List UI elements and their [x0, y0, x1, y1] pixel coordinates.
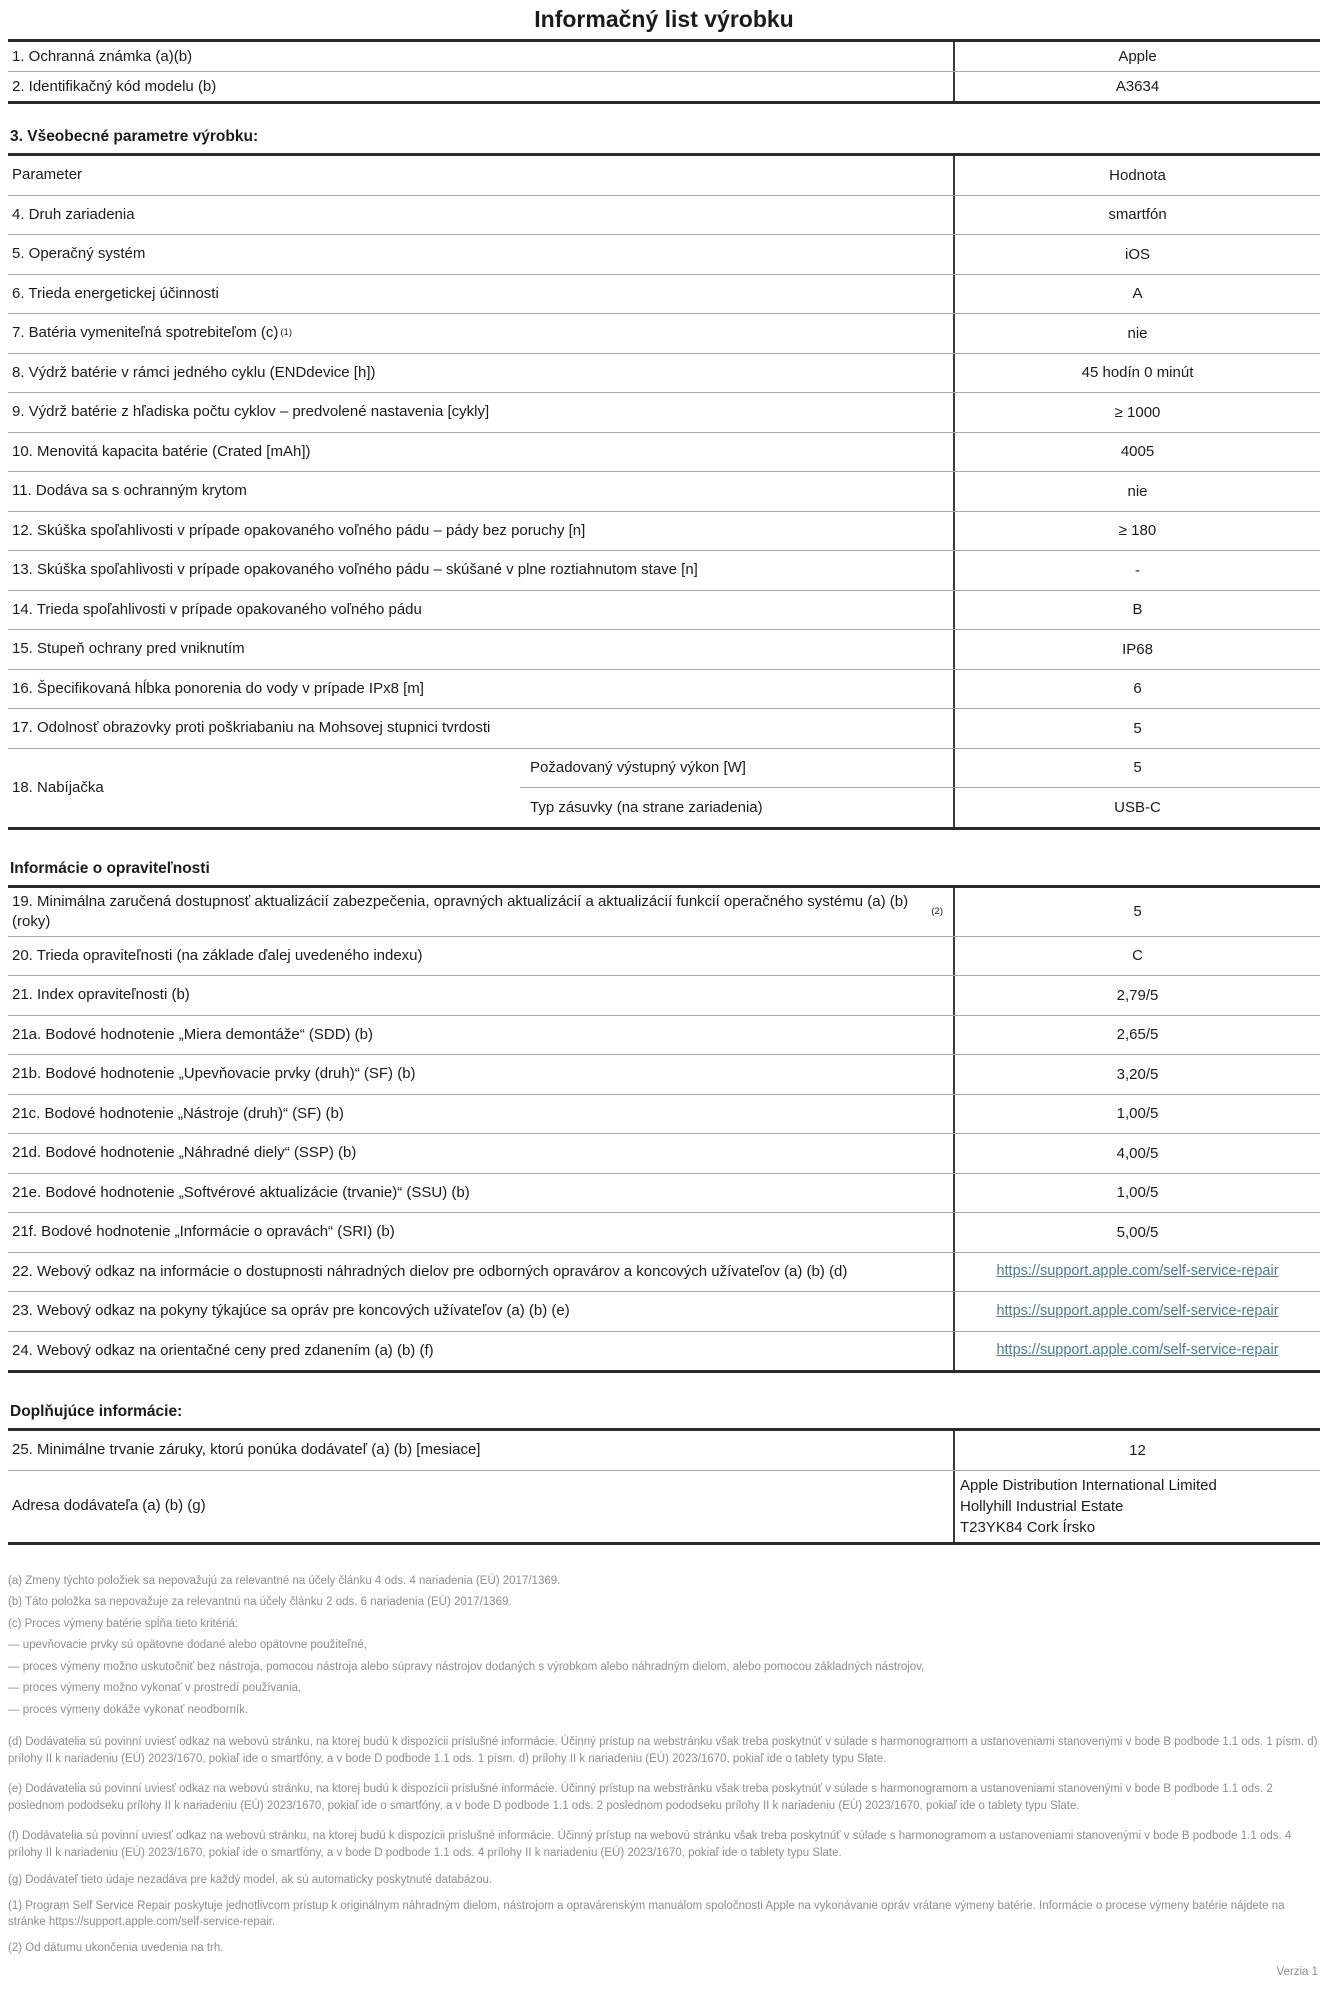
- row-value: 2,79/5: [953, 976, 1320, 1015]
- row-value: 45 hodín 0 minút: [953, 354, 1320, 393]
- table-row: [8, 888, 1320, 937]
- row-label: 21e. Bodové hodnotenie „Softvérové aktualizácie (trvanie)“ (SSU) (b): [12, 1183, 470, 1201]
- row-label-text: 7. Batéria vymeniteľná spotrebiteľom (c): [12, 324, 279, 342]
- row-label: [8, 314, 953, 353]
- footnote-e: (e) Dodávatelia sú povinní uviesť odkaz na webovú stránku, na ktorej budú k dispozícii príslušné informácie. Účinný prístup na webstránku však treba poskytnúť v súlade s harmonogramom a ustanoveniami stanovenými v bode B podbode 1.1 ods. 2 poslednom pododseku prílohy II k nariadeniu (EÚ) 2023/1670, pokiaľ ide o smartfóny, a v bode D podbode 1.1 ods. 2 poslednom pododseku prílohy II k nariadeniu (EÚ) 2023/1670, pokiaľ ide o tablety typu Slate.: [8, 1783, 1273, 1812]
- footnote-c: (c) Proces výmeny batérie spĺňa tieto kritériá:: [8, 1617, 239, 1630]
- row-value: ≥ 180: [953, 512, 1320, 551]
- supplier-address: [953, 1471, 1320, 1542]
- footnotes: [8, 1571, 1320, 1957]
- table-row: [8, 976, 1320, 1016]
- row-value: [953, 1253, 1320, 1292]
- footnote-c-item: — proces výmeny možno vykonať v prostredí používania,: [8, 1682, 302, 1694]
- row-label: 1. Ochranná známka (a)(b): [12, 47, 193, 65]
- table-row: [8, 1134, 1320, 1174]
- page-title: Informačný list výrobku: [534, 6, 794, 32]
- row-label: 21a. Bodové hodnotenie „Miera demontáže“ (SDD) (b): [12, 1025, 374, 1043]
- row-value: 1,00/5: [953, 1095, 1320, 1134]
- row-label: 23. Webový odkaz na pokyny týkajúce sa opráv pre koncových užívateľov (a) (b) (e): [12, 1302, 570, 1320]
- footnote-1: (1) Program Self Service Repair poskytuje jednotlivcom prístup k originálnym náhradným dielom, nástrojom a opravárenským manuálom spoločnosti Apple na vykonávanie opráv vrátane výmeny batérie. Informácie o procese výmeny batérie nájdete na stránke https://support.apple.com/self-service-repair.: [8, 1900, 1285, 1928]
- table-row-supplier-address: [8, 1471, 1320, 1542]
- additional-info-table: [8, 1428, 1320, 1545]
- row-label: 10. Menovitá kapacita batérie (Crated [mAh]): [12, 442, 311, 460]
- row-label: 21b. Bodové hodnotenie „Upevňovacie prvky (druh)“ (SF) (b): [12, 1065, 416, 1083]
- row-label: 5. Operačný systém: [12, 245, 146, 263]
- row-value: [953, 1292, 1320, 1331]
- table-row: [8, 433, 1320, 473]
- table-row: [8, 393, 1320, 433]
- table-row: [8, 42, 1320, 72]
- table-row: [8, 512, 1320, 552]
- row-label: 24. Webový odkaz na orientačné ceny pred zdanením (a) (b) (f): [12, 1341, 434, 1359]
- general-parameters-table: [8, 153, 1320, 830]
- footnote-ref-2: (2): [931, 905, 943, 917]
- self-service-repair-link[interactable]: https://support.apple.com/self-service-repair: [996, 1263, 1279, 1280]
- row-label: 4. Druh zariadenia: [12, 205, 135, 223]
- footnote-c-item: — proces výmeny dokáže vykonať neodborník.: [8, 1703, 249, 1716]
- footnote-ref-1: (1): [280, 327, 292, 339]
- table-row: [8, 1332, 1320, 1371]
- column-header-parameter: Parameter: [12, 166, 83, 184]
- footnote-b: (b) Táto položka sa nepovažuje za relevantnú na účely článku 2 ods. 6 nariadenia (EÚ) 2017/1369.: [8, 1596, 512, 1608]
- row-value: iOS: [953, 235, 1320, 274]
- subrow-label: Typ zásuvky (na strane zariadenia): [530, 798, 763, 816]
- footnote-2: (2) Od dátumu ukončenia uvedenia na trh.: [8, 1942, 224, 1954]
- table-row: [8, 1213, 1320, 1253]
- row-label: 21d. Bodové hodnotenie „Náhradné diely“ (SSP) (b): [12, 1144, 357, 1162]
- row-value: ≥ 1000: [953, 393, 1320, 432]
- row-value: 1,00/5: [953, 1174, 1320, 1213]
- column-header-value: Hodnota: [953, 156, 1320, 195]
- row-value: IP68: [953, 630, 1320, 669]
- table-row: [8, 709, 1320, 749]
- row-label: 25. Minimálne trvanie záruky, ktorú ponúka dodávateľ (a) (b) [mesiace]: [12, 1441, 481, 1459]
- row-label: 20. Trieda opraviteľnosti (na základe ďalej uvedeného indexu): [12, 946, 423, 964]
- row-label: 6. Trieda energetickej účinnosti: [12, 284, 219, 302]
- row-value: [953, 1332, 1320, 1371]
- row-label: 11. Dodáva sa s ochranným krytom: [12, 482, 247, 500]
- table-row: [8, 1095, 1320, 1135]
- row-label: 8. Výdrž batérie v rámci jedného cyklu (ENDdevice [h]): [12, 363, 376, 381]
- row-label: 21c. Bodové hodnotenie „Nástroje (druh)“ (SF) (b): [12, 1104, 344, 1122]
- row-value: A3634: [953, 72, 1320, 101]
- row-value: 5: [953, 709, 1320, 748]
- row-value: Apple: [953, 42, 1320, 71]
- table-row: [8, 235, 1320, 275]
- charger-subtable: [520, 749, 1320, 827]
- row-value: 4,00/5: [953, 1134, 1320, 1173]
- self-service-repair-link[interactable]: https://support.apple.com/self-service-repair: [996, 1302, 1279, 1319]
- row-label: 18. Nabíjačka: [12, 779, 104, 796]
- footnote-d: (d) Dodávatelia sú povinní uviesť odkaz na webovú stránku, na ktorej budú k dispozícii príslušné informácie. Účinný prístup na webstránku však treba poskytnúť v súlade s harmonogramom a ustanoveniami stanovenými v bode B podbode 1.1 ods. 1 písm. d) prílohy II k nariadeniu (EÚ) 2023/1670, pokiaľ ide o smartfóny, a v bode D podbode 1.1 ods. 1 písm. d) prílohy II k nariadeniu (EÚ) 2023/1670, pokiaľ ide o tablety typu Slate.: [8, 1736, 1318, 1765]
- section-heading-repairability: Informácie o opraviteľnosti: [10, 859, 210, 877]
- row-value: nie: [953, 472, 1320, 511]
- footnote-f: (f) Dodávatelia sú povinní uviesť odkaz na webovú stránku, na ktorej budú k dispozícii príslušné informácie. Účinný prístup na webovú stránku však treba poskytnúť v súlade s harmonogramom a ustanoveniami stanovenými v bode B podbode 1.1 ods. 4 prílohy II k nariadeniu (EÚ) 2023/1670, pokiaľ ide o smartfóny, a v bode D podbode 1.1 ods. 4 prílohy II k nariadeniu (EÚ) 2023/1670, pokiaľ ide o tablety typu Slate.: [8, 1830, 1292, 1859]
- row-label: 22. Webový odkaz na informácie o dostupnosti náhradných dielov pre odborných opravárov a koncových užívateľov (a) (b) (d): [12, 1262, 848, 1280]
- repairability-table: [8, 885, 1320, 1374]
- row-value: smartfón: [953, 196, 1320, 235]
- table-row: [8, 670, 1320, 710]
- row-value: nie: [953, 314, 1320, 353]
- table-row: [8, 1055, 1320, 1095]
- row-label: 9. Výdrž batérie z hľadiska počtu cyklov – predvolené nastavenia [cykly]: [12, 403, 490, 421]
- table-row: [8, 314, 1320, 354]
- row-value: 4005: [953, 433, 1320, 472]
- row-label: 21f. Bodové hodnotenie „Informácie o opravách“ (SRI) (b): [12, 1223, 395, 1241]
- footnote-a: (a) Zmeny týchto položiek sa nepovažujú za relevantné na účely článku 4 ods. 4 nariadenia (EÚ) 2017/1369.: [8, 1574, 561, 1587]
- row-value: -: [953, 551, 1320, 590]
- footnote-g: (g) Dodávateľ tieto údaje nezadáva pre každý model, ak sú automaticky poskytnuté databázou.: [8, 1874, 493, 1886]
- table-row: [8, 196, 1320, 236]
- address-line: Apple Distribution International Limited: [960, 1476, 1217, 1494]
- row-value: 6: [953, 670, 1320, 709]
- self-service-repair-link[interactable]: https://support.apple.com/self-service-repair: [996, 1342, 1279, 1359]
- row-label: 13. Skúška spoľahlivosti v prípade opakovaného voľného pádu – skúšané v plne roztiahnutom stave [n]: [12, 561, 698, 579]
- table-header-row: [8, 156, 1320, 196]
- row-label: 15. Stupeň ochrany pred vniknutím: [12, 640, 245, 658]
- version-label: Verzia 1: [1276, 1966, 1318, 1978]
- footnote-c-item: — upevňovacie prvky sú opätovne dodané alebo opätovne použiteľné,: [8, 1639, 367, 1651]
- row-value: 5,00/5: [953, 1213, 1320, 1252]
- row-value: B: [953, 591, 1320, 630]
- table-subrow: [520, 787, 1320, 827]
- row-value: 2,65/5: [953, 1016, 1320, 1055]
- row-label: 12. Skúška spoľahlivosti v prípade opakovaného voľného pádu – pády bez poruchy [n]: [12, 521, 586, 539]
- section-heading-general: 3. Všeobecné parametre výrobku:: [10, 128, 259, 145]
- table-row: [8, 1253, 1320, 1293]
- table-row-charger: [8, 749, 1320, 827]
- row-value: 3,20/5: [953, 1055, 1320, 1094]
- row-label: 2. Identifikačný kód modelu (b): [12, 77, 217, 95]
- address-line: T23YK84 Cork Írsko: [960, 1518, 1096, 1536]
- subrow-value: 5: [953, 749, 1320, 788]
- table-row: [8, 1431, 1320, 1471]
- table-row: [8, 1016, 1320, 1056]
- address-line: Hollyhill Industrial Estate: [960, 1497, 1124, 1515]
- table-row: [8, 72, 1320, 101]
- row-label: 17. Odolnosť obrazovky proti poškriabaniu na Mohsovej stupnici tvrdosti: [12, 719, 491, 737]
- table-row: [8, 1292, 1320, 1332]
- table-row: [8, 275, 1320, 315]
- row-label: 21. Index opraviteľnosti (b): [12, 986, 190, 1004]
- row-value: C: [953, 937, 1320, 976]
- table-subrow: [520, 749, 1320, 788]
- table-row: [8, 354, 1320, 394]
- row-label: 14. Trieda spoľahlivosti v prípade opakovaného voľného pádu: [12, 600, 422, 618]
- row-value: A: [953, 275, 1320, 314]
- table-row: [8, 551, 1320, 591]
- product-id-table: [8, 39, 1320, 104]
- row-label: 16. Špecifikovaná hĺbka ponorenia do vody v prípade IPx8 [m]: [12, 679, 424, 697]
- table-row: [8, 1174, 1320, 1214]
- subrow-value: USB-C: [953, 788, 1320, 827]
- table-row: [8, 937, 1320, 977]
- row-label: Adresa dodávateľa (a) (b) (g): [12, 1497, 206, 1514]
- row-label: [8, 888, 953, 936]
- row-label-text: 19. Minimálna zaručená dostupnosť aktualizácií zabezpečenia, opravných aktualizácií a aktualizácií funkcií operačného systému (a) (b) (roky): [12, 892, 909, 930]
- table-row: [8, 591, 1320, 631]
- table-row: [8, 630, 1320, 670]
- row-value: 5: [953, 888, 1320, 936]
- subrow-label: Požadovaný výstupný výkon [W]: [530, 759, 746, 777]
- row-value: 12: [953, 1431, 1320, 1470]
- section-heading-additional: Doplňujúce informácie:: [10, 1403, 183, 1420]
- footnote-c-item: — proces výmeny možno uskutočniť bez nástroja, pomocou nástroja alebo súpravy nástrojov dodaných s výrobkom alebo náhradným dielom, alebo pomocou základných nástrojov,: [8, 1660, 925, 1673]
- table-row: [8, 472, 1320, 512]
